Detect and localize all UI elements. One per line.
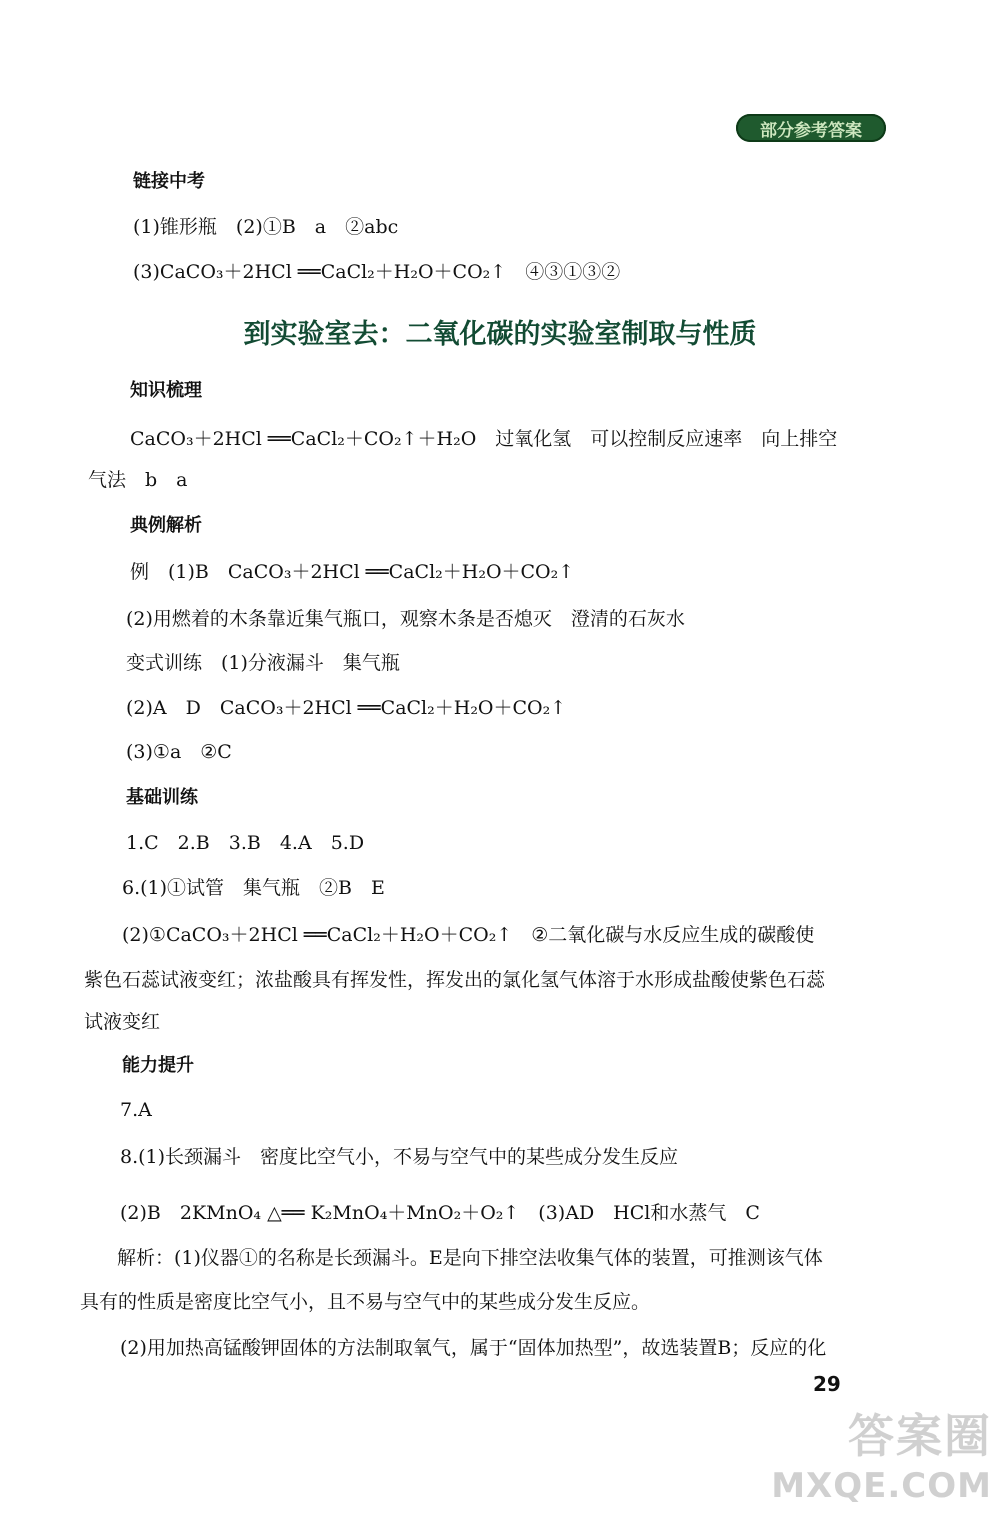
answer-line: 具有的性质是密度比空气小，且不易与空气中的某些成分发生反应。: [80, 1291, 651, 1313]
section-badge: 部分参考答案: [736, 114, 886, 142]
watermark-url: MXQE.COM: [771, 1466, 992, 1506]
answer-line: (2)B 2KMnO₄ △══ K₂MnO₄＋MnO₂＋O₂↑ (3)AD HCl和水蒸气 C: [120, 1202, 760, 1224]
section-heading-dianli: 典例解析: [130, 515, 202, 536]
answer-line: 7.A: [120, 1099, 152, 1121]
answer-line: (3)CaCO₃＋2HCl ══CaCl₂＋H₂O＋CO₂↑ ④③①③②: [133, 261, 621, 283]
answer-line: (3)①a ②C: [126, 741, 232, 763]
answer-line: (2)用燃着的木条靠近集气瓶口，观察木条是否熄灭 澄清的石灰水: [126, 608, 685, 630]
page-number: 29: [813, 1372, 841, 1396]
section-heading-zhishi: 知识梳理: [130, 380, 202, 401]
watermark-logo: 答案圈: [848, 1409, 992, 1463]
answer-line: (1)锥形瓶 (2)①B a ②abc: [133, 216, 399, 238]
answer-line: (2)A D CaCO₃＋2HCl ══CaCl₂＋H₂O＋CO₂↑: [126, 697, 567, 719]
answer-line: 6.(1)①试管 集气瓶 ②B E: [122, 877, 385, 899]
answer-line: 紫色石蕊试液变红；浓盐酸具有挥发性，挥发出的氯化氢气体溶于水形成盐酸使紫色石蕊: [84, 969, 826, 991]
watermark: [771, 1400, 992, 1506]
answer-line: 例 (1)B CaCO₃＋2HCl ══CaCl₂＋H₂O＋CO₂↑: [130, 561, 575, 583]
section-heading-jichu: 基础训练: [126, 787, 198, 808]
page-title: 到实验室去：二氧化碳的实验室制取与性质: [243, 319, 757, 350]
answer-line: 试液变红: [84, 1011, 161, 1033]
section-heading-nengli: 能力提升: [122, 1055, 194, 1076]
answer-line: 气法 b a: [88, 469, 188, 491]
answer-line: (2)用加热高锰酸钾固体的方法制取氧气，属于“固体加热型”，故选装置B；反应的化: [120, 1337, 827, 1359]
answer-line: CaCO₃＋2HCl ══CaCl₂＋CO₂↑＋H₂O 过氧化氢 可以控制反应速率 向上排空: [130, 428, 838, 450]
answer-line: 解析：(1)仪器①的名称是长颈漏斗。E是向下排空法收集气体的装置，可推测该气体: [117, 1247, 823, 1269]
answer-line: 变式训练 (1)分液漏斗 集气瓶: [126, 652, 400, 674]
section-heading-lianjie: 链接中考: [133, 171, 205, 192]
answer-line: 8.(1)长颈漏斗 密度比空气小，不易与空气中的某些成分发生反应: [120, 1146, 679, 1168]
answer-line: (2)①CaCO₃＋2HCl ══CaCl₂＋H₂O＋CO₂↑ ②二氧化碳与水反应生成的碳酸使: [122, 924, 815, 946]
answer-line: 1.C 2.B 3.B 4.A 5.D: [126, 832, 365, 854]
